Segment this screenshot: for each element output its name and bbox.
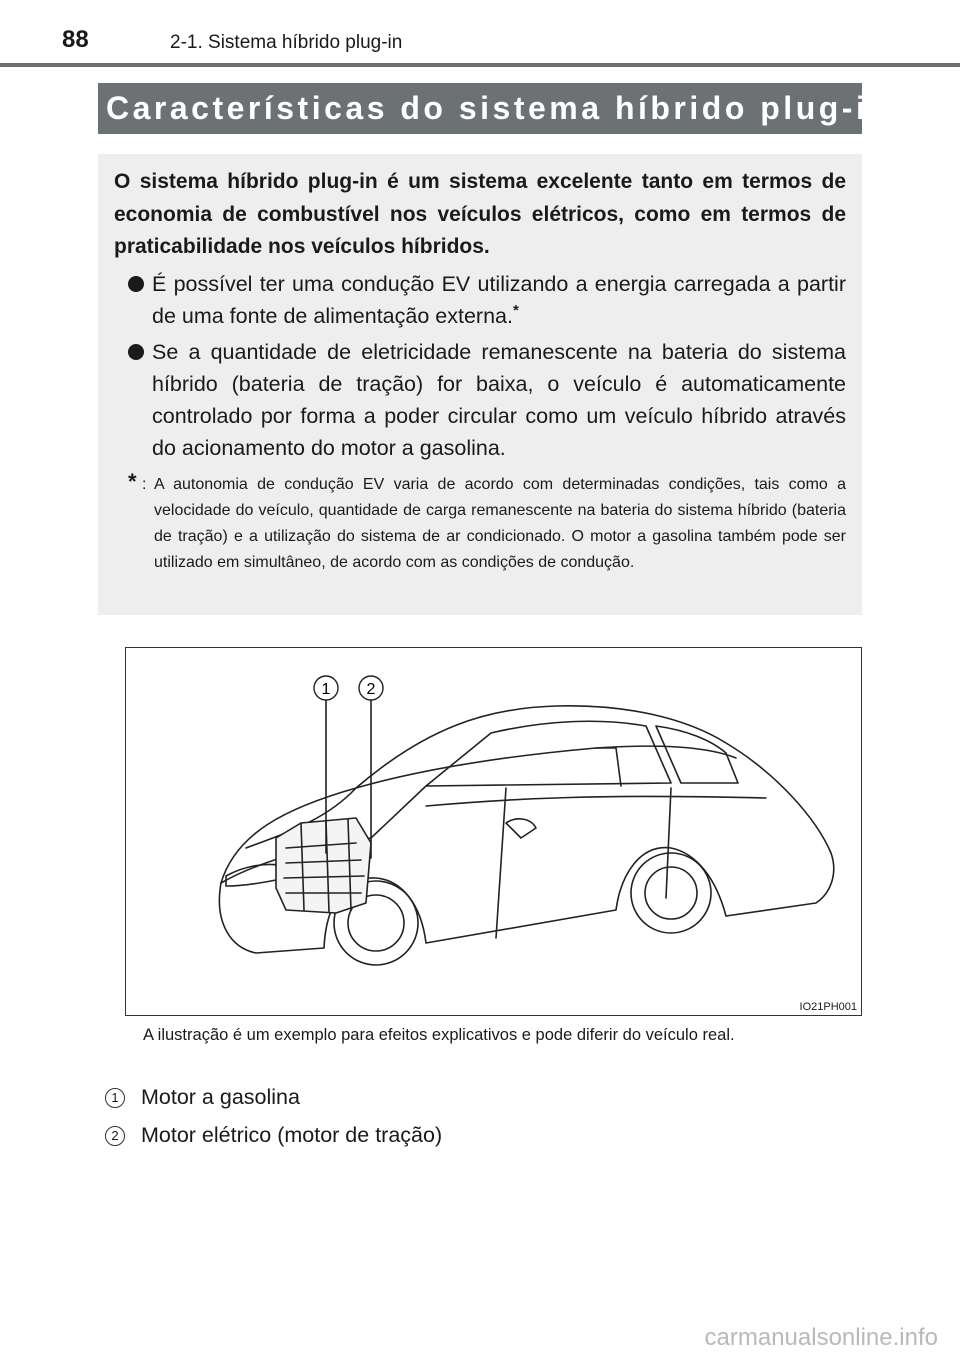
footnote-marker: * — [512, 301, 519, 319]
illustration-caption: A ilustração é um exemplo para efeitos explicativos e pode diferir do veículo real. — [143, 1026, 735, 1044]
bullet-item — [114, 268, 846, 332]
car-drawing — [126, 648, 860, 1014]
bullet-dot-icon — [128, 344, 144, 360]
callout-1-label: 1 — [321, 681, 331, 698]
info-box — [98, 154, 862, 615]
intro-text: O sistema híbrido plug-in é um sistema excelente tanto em termos de economia de combustível nos veículos elétricos, como em termos de praticabilidade nos veículos híbridos. — [114, 170, 846, 258]
footnote-text: A autonomia de condução EV varia de acordo com determinadas condições, tais como a velocidade do veículo, quantidade de carga remanescente na bateria do sistema híbrido (bateria de tração) e a utilização do sistema de ar condicionado. O motor a gasolina também pode ser utilizado em simultâneo, de acordo com as condições de condução. — [154, 475, 846, 571]
bullet-text: Se a quantidade de eletricidade remanescente na bateria do sistema híbrido (bateria de tração) for baixa, o veículo é automaticamente controlado por forma a poder circular como um veículo híbrido através do acionamento do motor a gasolina. — [152, 339, 846, 460]
callout-2-label: 2 — [366, 681, 376, 698]
legend-item — [105, 1123, 442, 1148]
bullet-dot-icon — [128, 276, 144, 292]
bullet-text: É possível ter uma condução EV utilizando a energia carregada a partir de uma fonte de alimentação externa. — [152, 271, 846, 328]
footnote-asterisk: * — [128, 468, 137, 494]
legend-item — [105, 1085, 300, 1110]
watermark: carmanualsonline.info — [704, 1324, 938, 1351]
legend-label: Motor a gasolina — [141, 1085, 300, 1109]
section-title: 2-1. Sistema híbrido plug-in — [170, 32, 403, 53]
car-illustration — [125, 647, 862, 1016]
legend-number-badge: 1 — [105, 1088, 125, 1108]
legend-label: Motor elétrico (motor de tração) — [141, 1123, 443, 1147]
legend-number-badge: 2 — [105, 1126, 125, 1146]
footnote-colon: : — [142, 475, 147, 493]
footnote — [114, 468, 846, 576]
page-title: Características do sistema híbrido plug-in — [98, 83, 862, 134]
bullet-item — [114, 336, 846, 464]
page-number: 88 — [62, 26, 89, 53]
header-rule — [0, 63, 960, 67]
illustration-code: IO21PH001 — [799, 1001, 857, 1013]
